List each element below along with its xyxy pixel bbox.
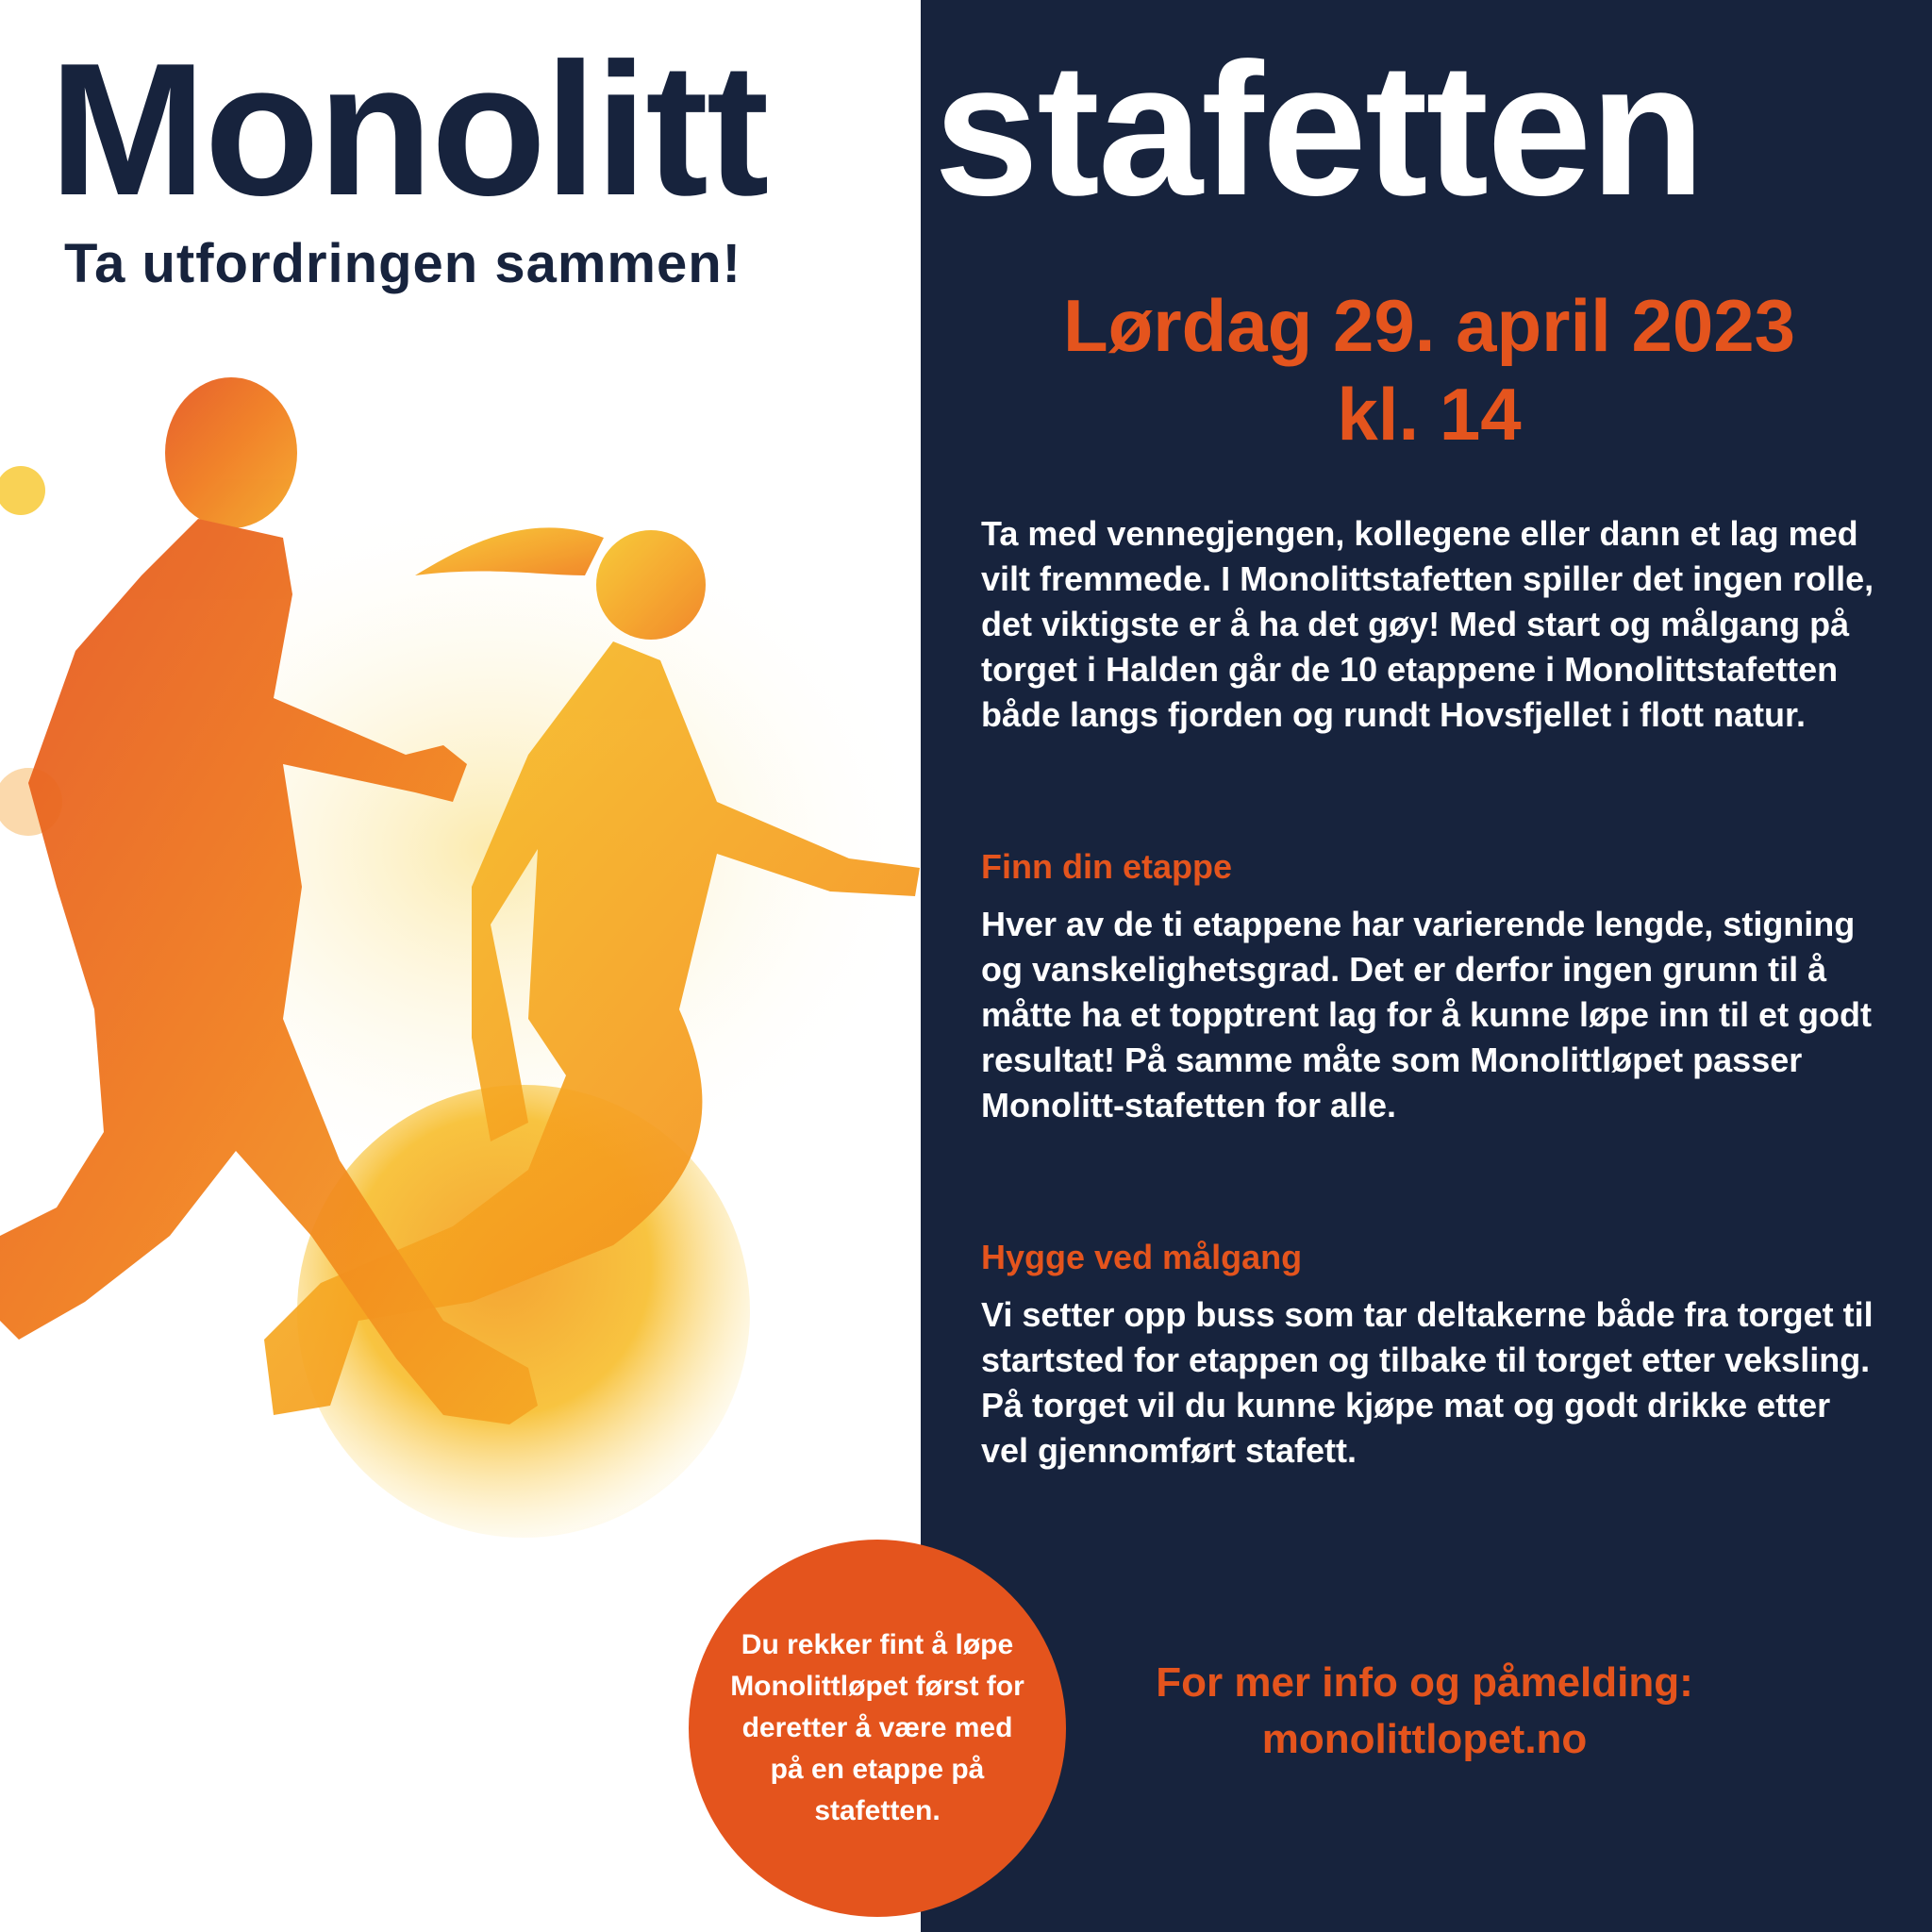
title-part1: Monolitt: [49, 25, 768, 235]
title-part2: stafetten: [934, 25, 1704, 235]
info-label: For mer info og påmelding:: [1156, 1659, 1693, 1706]
badge-text: Du rekker fint å løpe Monolittløpet først for deretter å være med på en etappe på stafetten.: [730, 1629, 1024, 1826]
time-line: kl. 14: [1337, 373, 1522, 456]
runners-illustration: [0, 358, 921, 1623]
section-heading-etappe: Finn din etappe: [981, 847, 1232, 886]
tagline: Ta utfordringen sammen!: [64, 233, 741, 294]
section-heading-hygge: Hygge ved målgang: [981, 1238, 1303, 1276]
section-text-etappe: Hver av de ti etappene har varierende lengde, stigning og vanskelighetsgrad. Det er derfor ingen grunn til å måtte ha et topptrent lag for å kunne løpe inn til et godt resultat! På samme måte som Monolittløpet passer Monolitt-stafetten for alle.: [981, 905, 1873, 1124]
info-block: [1019, 1655, 1830, 1768]
date-line: Lørdag 29. april 2023: [1062, 284, 1795, 367]
info-badge: [689, 1540, 1066, 1917]
section-text-hygge: Vi setter opp buss som tar deltakerne både fra torget til startsted for etappen og tilbake til torget etter veksling. På torget vil du kunne kjøpe mat og godt drikke etter vel gjennomført stafett.: [981, 1295, 1874, 1470]
website-link[interactable]: monolittlopet.no: [1261, 1716, 1588, 1762]
event-date: [943, 281, 1915, 458]
paint-splash: [0, 466, 45, 515]
intro-paragraph: Ta med vennegjengen, kollegene eller dann et lag med vilt fremmede. I Monolittstafetten spiller det ingen rolle, det viktigste er å ha det gøy! Med start og målgang på torget i Halden går de 10 etappene i Monolittstafetten både langs fjorden og rundt Hovsfjellet i flott natur.: [981, 514, 1874, 734]
